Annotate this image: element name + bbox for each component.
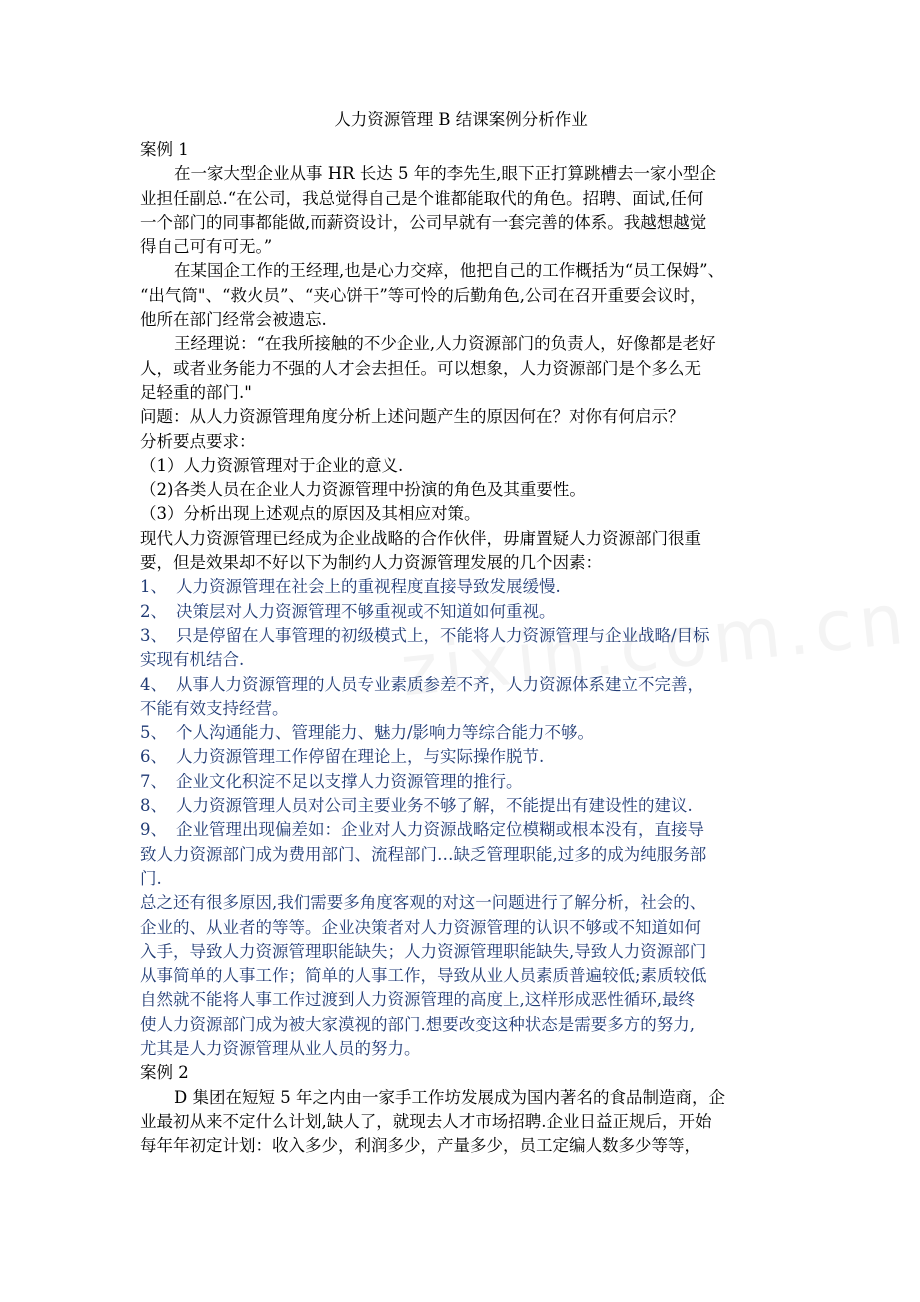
- factor-item: [140, 673, 782, 722]
- paragraph-line: D 集团在短短 5 年之内由一家手工作坊发展成为国内著名的食品制造商，企: [174, 1087, 725, 1107]
- paragraph-line: 企业的、从业者的等等。企业决策者对人力资源管理的认识不够或不知道如何: [140, 917, 701, 937]
- factor-number: 7、: [140, 771, 167, 791]
- paragraph-line: 得自己可有可无。”: [140, 237, 273, 257]
- paragraph-line: 总之还有很多原因,我们需要多角度客观的对这一问题进行了解分析，社会的、: [140, 893, 707, 913]
- paragraph-line: 每年年初定计划：收入多少，利润多少，产量多少，员工定编人数多少等等，: [140, 1136, 701, 1156]
- factor-text: 人力资源管理人员对公司主要业务不够了解，不能提出有建设性的建议.: [176, 796, 693, 816]
- factor-text: 企业文化积淀不足以支撑人力资源管理的推行。: [176, 771, 523, 791]
- requirement-item: （2)各类人员在企业人力资源管理中扮演的角色及其重要性。: [140, 480, 586, 500]
- factor-text: 从事人力资源管理的人员专业素质参差不齐，人力资源体系建立不完善，: [176, 674, 704, 694]
- paragraph-line: “出气筒"、“救火员”、“夹心饼干”等可怜的后勤角色,公司在召开重要会议时，: [140, 285, 707, 305]
- factors-list: [140, 575, 782, 891]
- factor-item: [140, 794, 782, 818]
- case2-paragraph-1: [140, 1086, 782, 1159]
- case2-heading: 案例 2: [140, 1063, 189, 1083]
- paragraph-line: 在某国企工作的王经理,也是心力交瘁，他把自己的工作概括为“员工保姆”、: [174, 261, 725, 281]
- factor-item: [140, 600, 782, 624]
- factor-number: 6、: [140, 747, 167, 767]
- factor-text: 人力资源管理在社会上的重视程度直接导致发展缓慢.: [176, 577, 561, 597]
- factor-number: 5、: [140, 723, 167, 743]
- document-page: [140, 108, 782, 1158]
- case1-paragraph-3: [140, 332, 782, 405]
- factor-number: 3、: [140, 625, 167, 645]
- case1-paragraph-2: [140, 259, 782, 332]
- factor-number: 1、: [140, 577, 167, 597]
- paragraph-line: 尤其是人力资源管理从业人员的努力。: [140, 1038, 421, 1058]
- summary-paragraph: [140, 891, 782, 1061]
- factor-item: [140, 745, 782, 769]
- paragraph-line: 他所在部门经常会被遗忘.: [140, 310, 327, 330]
- factor-number: 8、: [140, 796, 167, 816]
- case1-heading: 案例 1: [140, 140, 189, 159]
- factor-number: 2、: [140, 601, 167, 621]
- case1-paragraph-1: [140, 162, 782, 259]
- factor-item: [140, 818, 782, 891]
- paragraph-line: 一个部门的同事都能做,而薪资设计，公司早就有一套完善的体系。我越想越觉: [140, 212, 707, 232]
- factor-text: 人力资源管理工作停留在理论上，与实际操作脱节.: [176, 747, 545, 767]
- paragraph-line: 自然就不能将人事工作过渡到人力资源管理的高度上,这样形成恶性循环,最终: [140, 990, 695, 1010]
- paragraph-line: 从事简单的人事工作；简单的人事工作，导致从业人员素质普遍较低;素质较低: [140, 966, 707, 986]
- paragraph-line: 使人力资源部门成为被大家漠视的部门.想要改变这种状态是需要多方的努力,: [140, 1014, 695, 1034]
- document-title: 人力资源管理 B 结课案例分析作业: [334, 110, 588, 129]
- paragraph-line: 现代人力资源管理已经成为企业战略的合作伙伴，毋庸置疑人力资源部门很重: [140, 528, 701, 548]
- factor-text-continued: 实现有机结合.: [140, 650, 245, 670]
- factor-text-continued: 门.: [140, 868, 162, 888]
- factor-text-continued: 不能有效支持经营。: [140, 698, 289, 718]
- paragraph-line: 入手，导致人力资源管理职能缺失；人力资源管理职能缺失,导致人力资源部门: [140, 941, 707, 961]
- requirements-list: [140, 454, 782, 527]
- requirements-heading: 分析要点要求：: [140, 431, 256, 451]
- factor-item: [140, 624, 782, 673]
- factor-text: 个人沟通能力、管理能力、魅力/影响力等综合能力不够。: [176, 723, 595, 743]
- factor-text: 企业管理出现偏差如：企业对人力资源战略定位模糊或根本没有，直接导: [176, 820, 704, 840]
- factor-item: [140, 770, 782, 794]
- factor-number: 4、: [140, 674, 167, 694]
- requirement-item: （3）分析出现上述观点的原因及其相应对策。: [140, 504, 481, 524]
- paragraph-line: 王经理说：“在我所接触的不少企业,人力资源部门的负责人，好像都是老好: [174, 334, 716, 354]
- paragraph-line: 足轻重的部门.": [140, 382, 252, 402]
- factor-item: [140, 575, 782, 599]
- paragraph-line: 要，但是效果却不好以下为制约人力资源管理发展的几个因素：: [140, 553, 602, 573]
- intro-paragraph: [140, 527, 782, 576]
- factor-text-continued: 致人力资源部门成为费用部门、流程部门…缺乏管理职能,过多的成为纯服务部: [140, 844, 707, 864]
- paragraph-line: 业最初从来不定什么计划,缺人了，就现去人才市场招聘.企业日益正规后，开始: [140, 1111, 712, 1131]
- factor-text: 只是停留在人事管理的初级模式上，不能将人力资源管理与企业战略/目标: [176, 625, 710, 645]
- factor-text: 决策层对人力资源管理不够重视或不知道如何重视。: [176, 601, 556, 621]
- factor-item: [140, 721, 782, 745]
- paragraph-line: 在一家大型企业从事 HR 长达 5 年的李先生,眼下正打算跳槽去一家小型企: [174, 164, 717, 184]
- factor-number: 9、: [140, 820, 167, 840]
- paragraph-line: 业担任副总.“在公司，我总觉得自己是个谁都能取代的角色。招聘、面试,任何: [140, 188, 704, 208]
- requirement-item: （1）人力资源管理对于企业的意义.: [140, 455, 404, 475]
- paragraph-line: 人，或者业务能力不强的人才会去担任。可以想象，人力资源部门是个多么无: [140, 358, 701, 378]
- question-line: 问题：从人力资源管理角度分析上述问题产生的原因何在？对你有何启示？: [140, 407, 685, 427]
